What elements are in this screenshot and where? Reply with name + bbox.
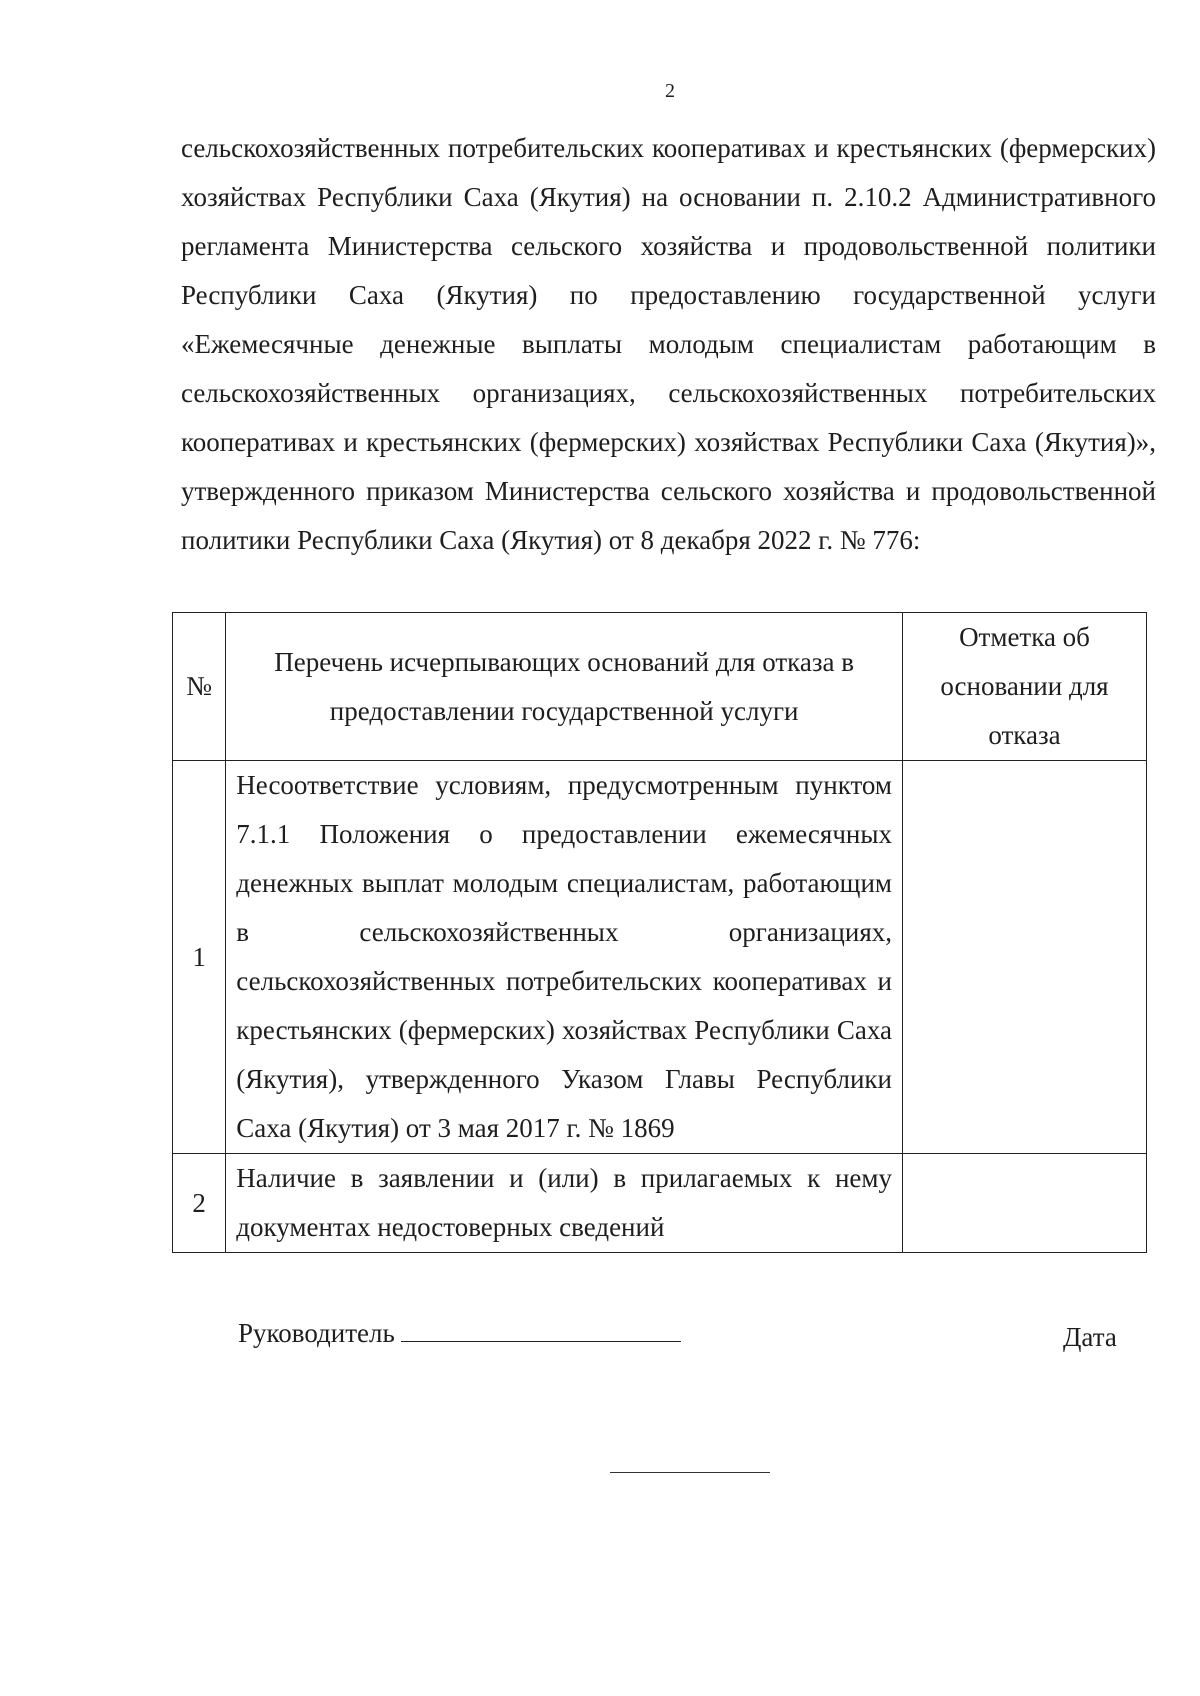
row-reason-cell	[226, 1154, 903, 1253]
page-number: 2	[665, 80, 675, 102]
table-row	[173, 761, 1147, 1154]
row-number: 1	[173, 761, 226, 1154]
end-divider	[610, 1472, 770, 1473]
refusal-grounds-table	[172, 612, 1147, 1253]
row-mark	[902, 761, 1146, 1154]
header-mark: Отметка об основании для отказа	[902, 613, 1146, 761]
date-label: Дата	[1063, 1322, 1117, 1352]
row-mark	[902, 1154, 1146, 1253]
row-reason-cell	[226, 761, 903, 1154]
signature-label: Руководитель	[238, 1318, 395, 1348]
row-reason: Несоответствие условиям, предусмотренным пунктом 7.1.1 Положения о предоставлении ежемесячных денежных выплат молодым специалистам, работающим в сельскохозяйственных организациях, сельскохозяйственных потребительских кооперативах и крестьянских (фермерских) хозяйствах Республики Саха (Якутия), утвержденного Указом Главы Республики Саха (Якутия) от 3 мая 2017 г. № 1869	[236, 770, 892, 1143]
header-reason: Перечень исчерпывающих оснований для отказа в предоставлении государственной услуги	[226, 613, 903, 761]
intro-paragraph: сельскохозяйственных потребительских кооперативах и крестьянских (фермерских) хозяйствах Республики Саха (Якутия) на основании п. 2.10.2 Административного регламента Министерства сельского хозяйства и продовольственной политики Республики Саха (Якутия) по предоставлению государственной услуги «Ежемесячные денежные выплаты молодым специалистам работающим в сельскохозяйственных организациях, сельскохозяйственных потребительских кооперативах и крестьянских (фермерских) хозяйствах Республики Саха (Якутия)», утвержденного приказом Министерства сельского хозяйства и продовольственной политики Республики Саха (Якутия) от 8 декабря 2022 г. № 776:	[181, 133, 1156, 555]
table-header-row	[173, 613, 1147, 761]
signature-line	[401, 1319, 681, 1342]
table-row	[173, 1154, 1147, 1253]
row-number: 2	[173, 1154, 226, 1253]
row-reason: Наличие в заявлении и (или) в прилагаемых к нему документах недостоверных сведений	[236, 1163, 892, 1242]
header-number: №	[173, 613, 226, 761]
signature-block	[238, 1318, 681, 1349]
